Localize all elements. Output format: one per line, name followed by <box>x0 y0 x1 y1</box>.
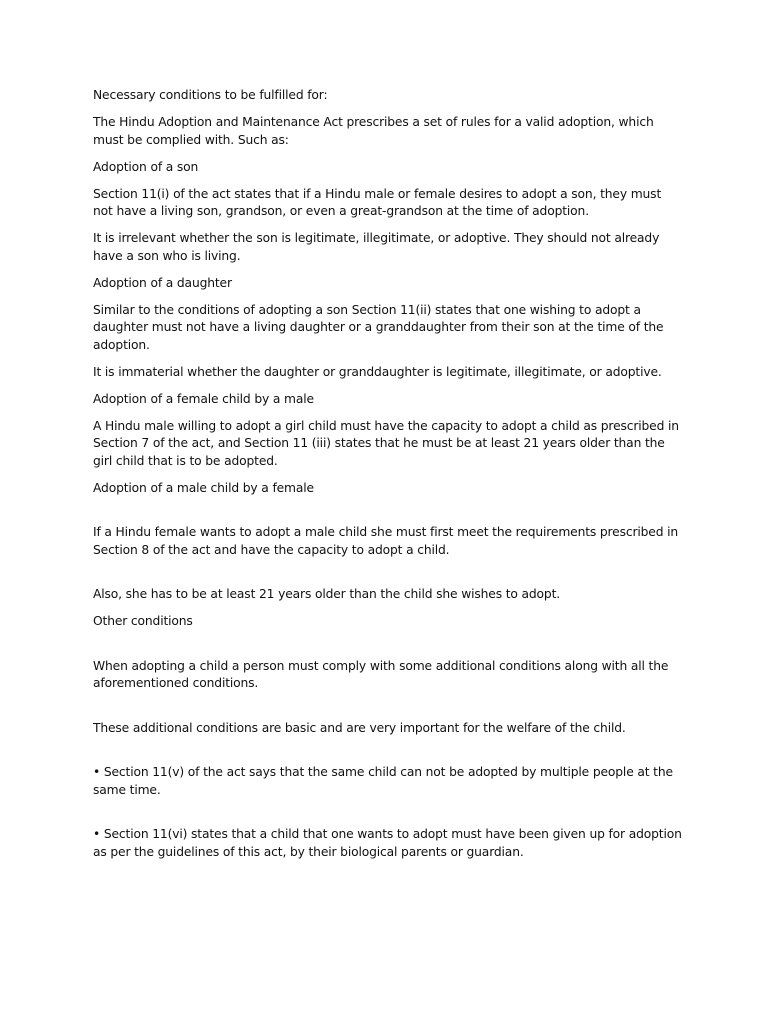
paragraph-daughter-section: Similar to the conditions of adopting a son Section 11(ii) states that one wishing to adopt a daughter must not have a living daughter or a granddaughter from their son at the time of the adoption. <box>93 302 664 352</box>
bullet-item-section-11vi: • Section 11(vi) states that a child that one wants to adopt must have been given up for adoption as per the guidelines of this act, by their biological parents or guardian. <box>93 827 682 859</box>
section-heading-female-by-male: Adoption of a female child by a male <box>93 391 314 406</box>
paragraph-male-by-female: If a Hindu female wants to adopt a male child she must first meet the requirements prescribed in Section 8 of the act and have the capacity to adopt a child. <box>93 525 679 557</box>
paragraph-age-requirement: Also, she has to be at least 21 years older than the child she wishes to adopt. <box>93 587 561 601</box>
intro-heading: Necessary conditions to be fulfilled for: <box>93 88 328 102</box>
paragraph-additional-conditions: These additional conditions are basic and are very important for the welfare of the child. <box>93 720 626 735</box>
paragraph-daughter-legitimacy: It is immaterial whether the daughter or granddaughter is legitimate, illegitimate, or adoptive. <box>93 364 662 379</box>
paragraph-son-legitimacy: It is irrelevant whether the son is legitimate, illegitimate, or adoptive. They should not already have a son who is living. <box>93 231 660 263</box>
bullet-item-section-11v: • Section 11(v) of the act says that the same child can not be adopted by multiple people at the same time. <box>93 765 673 797</box>
paragraph-female-by-male: A Hindu male willing to adopt a girl child must have the capacity to adopt a child as prescribed in Section 7 of the act, and Section 11 (iii) states that he must be at least 21 years older than the girl child that is to be adopted. <box>93 418 679 468</box>
section-heading-male-by-female: Adoption of a male child by a female <box>93 480 314 495</box>
section-heading-daughter: Adoption of a daughter <box>93 275 232 290</box>
document-body <box>93 87 683 871</box>
intro-paragraph: The Hindu Adoption and Maintenance Act prescribes a set of rules for a valid adoption, which must be complied with. Such as: <box>93 115 654 147</box>
paragraph-other-intro: When adopting a child a person must comply with some additional conditions along with all the aforementioned conditions. <box>93 658 669 690</box>
section-heading-son: Adoption of a son <box>93 159 199 174</box>
paragraph-son-section: Section 11(i) of the act states that if a Hindu male or female desires to adopt a son, they must not have a living son, grandson, or even a great-grandson at the time of adoption. <box>93 186 662 218</box>
section-heading-other: Other conditions <box>93 614 193 628</box>
